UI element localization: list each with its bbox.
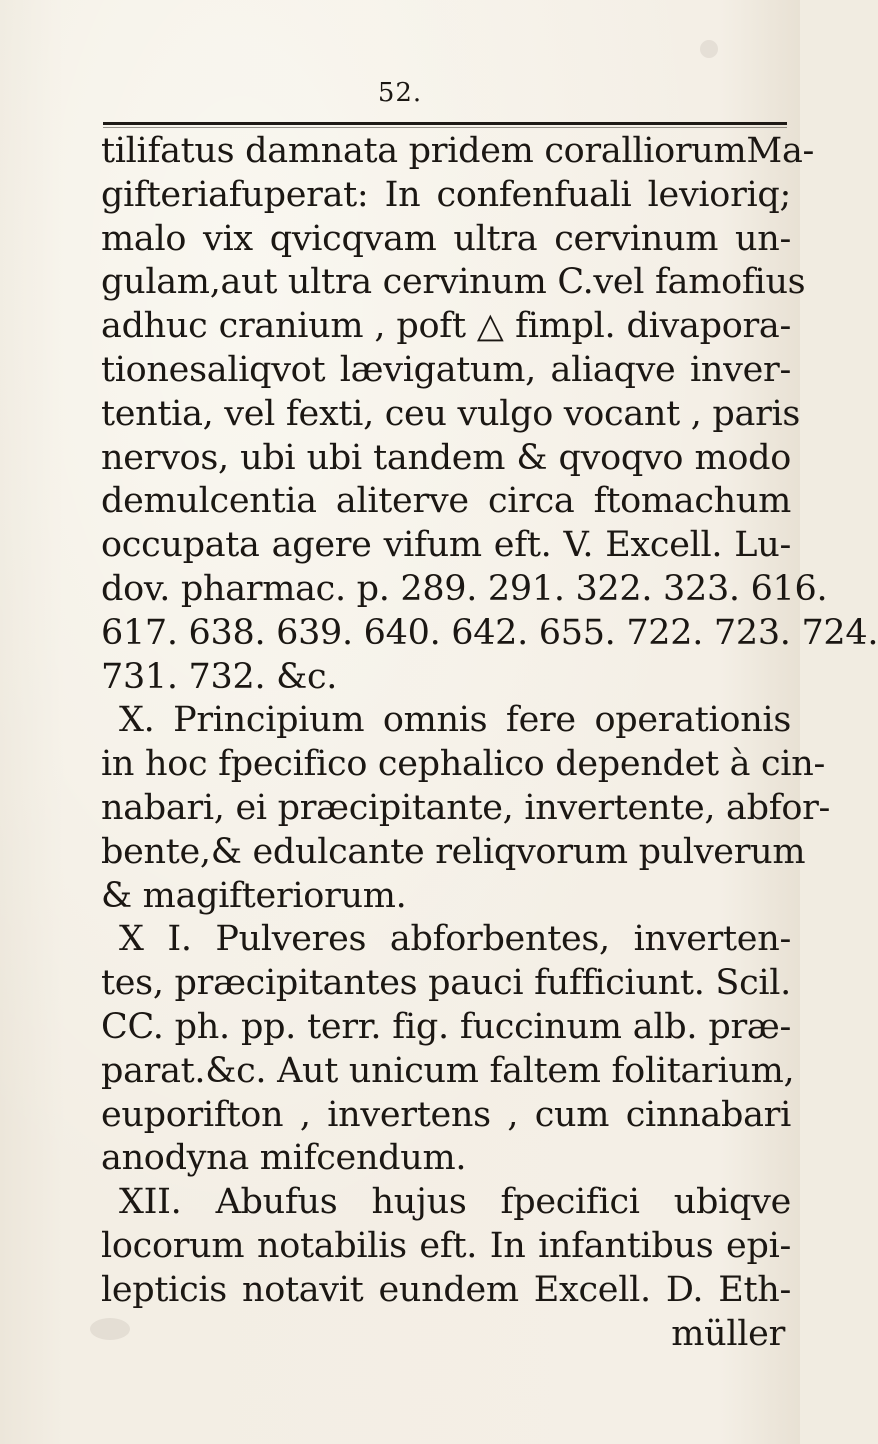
paper-stain [700,40,718,58]
text-line: demulcentia aliterve circa ftomachum [101,481,791,522]
text-line: dov. pharmac. p. 289. 291. 322. 323. 616. [101,568,828,609]
text-line: parat.&c. Aut unicum faltem folitarium, [101,1050,795,1091]
header-rule [103,122,787,125]
text-line: 731. 732. &c. [101,656,338,697]
catchword: müller [671,1313,785,1354]
body-text [101,130,878,1356]
page-number: 52. [377,78,423,108]
text-line: adhuc cranium , poft △ fimpl. divapora- [101,306,791,347]
text-line: CC. ph. pp. terr. fig. fuccinum alb. præ- [101,1006,791,1047]
text-line: nervos, ubi ubi tandem & qvoqvo modo [101,437,791,478]
text-line: tentia, vel fexti, ceu vulgo vocant , paris [101,393,801,434]
text-line: tionesaliqvot lævigatum, aliaqve inver- [101,349,791,390]
text-line: tes, præcipitantes pauci fufficiunt. Scil. [101,963,791,1004]
text-line: lepticis notavit eundem Excell. D. Eth- [101,1269,791,1310]
text-line: XII. Abufus hujus fpecifici ubiqve [119,1182,791,1223]
text-line: euporifton , invertens , cum cinnabari [101,1094,791,1135]
text-line: gulam,aut ultra cervinum C.vel famofius [101,262,806,303]
text-line: occupata agere vifum eft. V. Excell. Lu- [101,525,791,566]
text-line: & magifteriorum. [101,875,407,916]
text-line: gifteriafuperat: In confenfuali levioriq; [101,174,791,215]
text-line: anodyna mifcendum. [101,1138,467,1179]
text-line: bente,& edulcante reliqvorum pulverum [101,831,806,872]
text-line: X. Principium omnis fere operationis [119,700,791,741]
text-line: locorum notabilis eft. In infantibus epi- [101,1225,791,1266]
text-line: malo vix qvicqvam ultra cervinum un- [101,218,791,259]
text-line: in hoc fpecifico cephalico dependet à cin- [101,744,825,785]
text-line: X I. Pulveres abforbentes, inverten- [119,919,791,960]
text-line: 617. 638. 639. 640. 642. 655. 722. 723. 724. [101,612,878,653]
text-line: tilifatus damnata pridem coralliorumMa- [101,131,815,171]
text-line: nabari, ei præcipitante, invertente, abfor- [101,787,831,828]
